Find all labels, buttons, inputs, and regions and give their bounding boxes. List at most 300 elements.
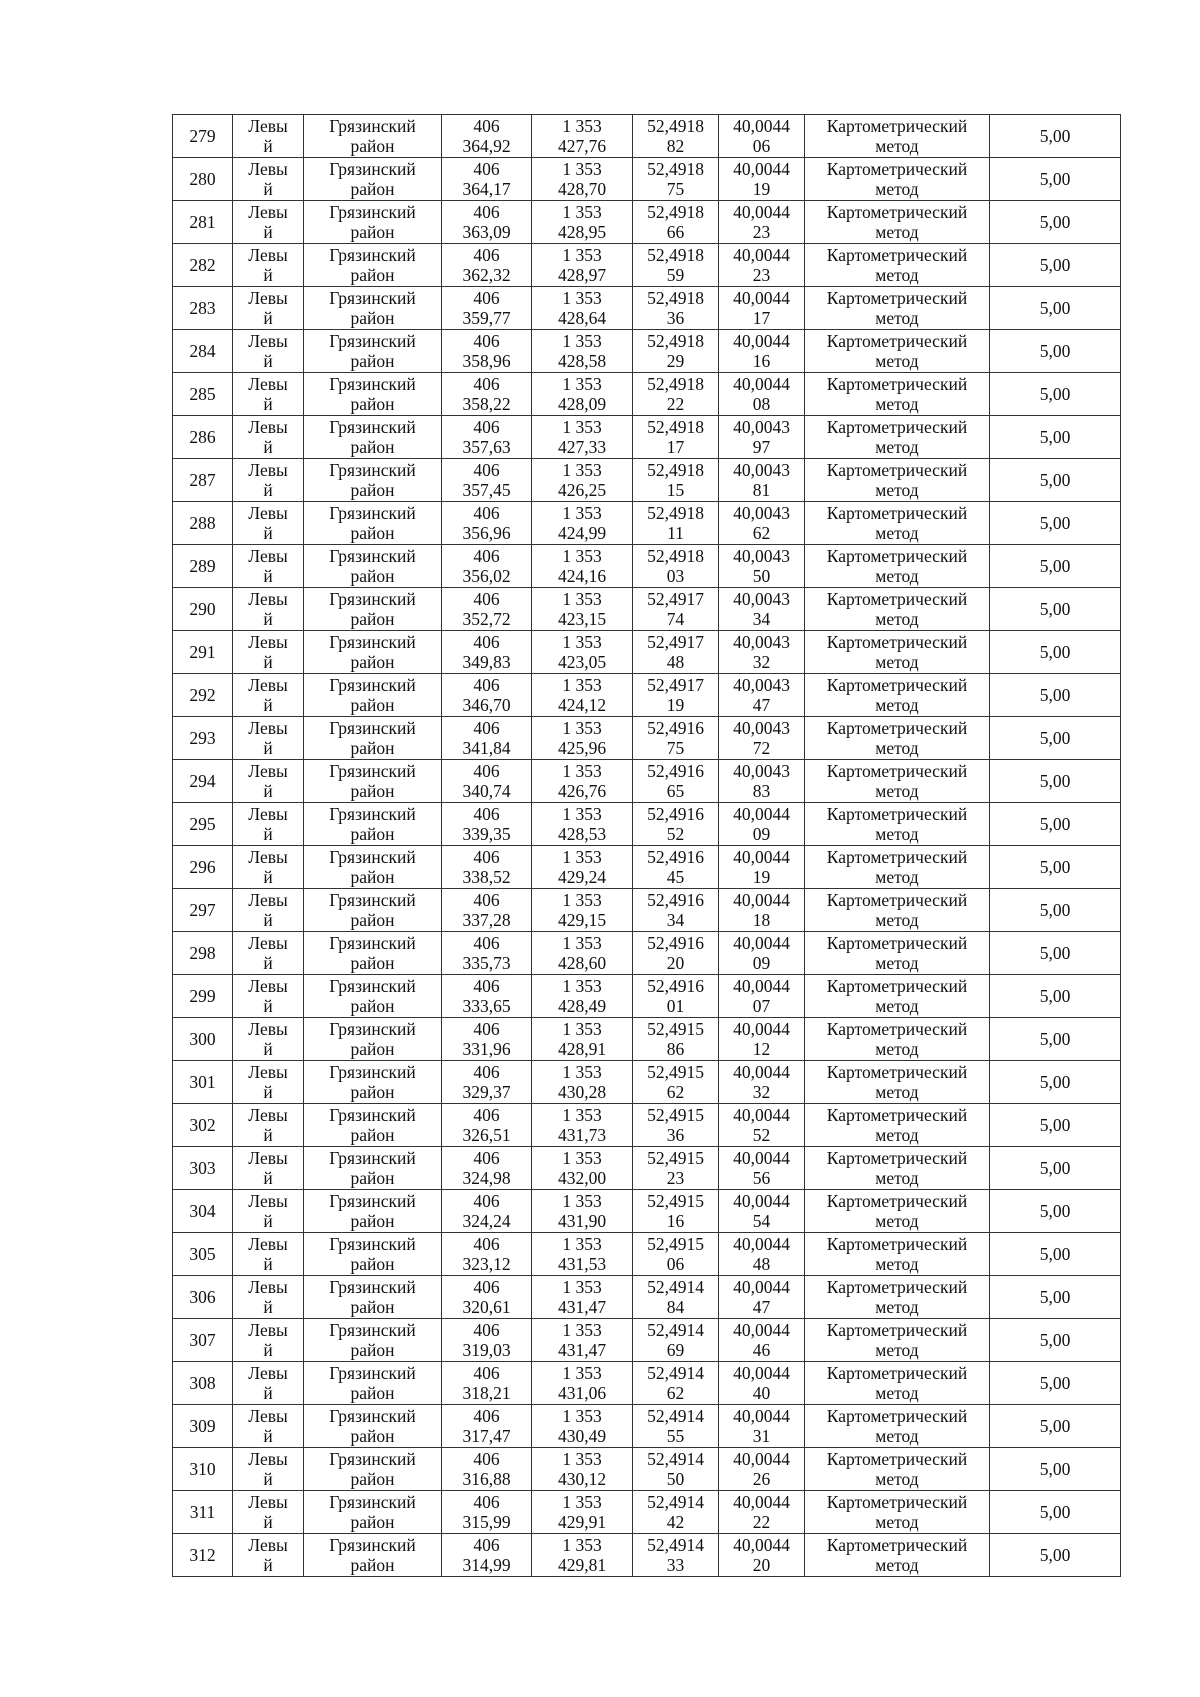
- table-row: [173, 330, 1121, 373]
- cell-text: 428,09: [557, 394, 607, 414]
- cell-text: Грязинский: [329, 804, 416, 824]
- table-row: [173, 760, 1121, 803]
- method-cell: [805, 631, 990, 674]
- cell-text: 56: [752, 1168, 771, 1188]
- district-cell: [304, 1147, 442, 1190]
- cell-text: 40,0043: [733, 632, 790, 652]
- cell-text: 406: [473, 1535, 500, 1555]
- cell-text: метод: [875, 265, 919, 285]
- cell-text: Картометрический: [826, 1277, 968, 1297]
- cell-text: 406: [473, 503, 500, 523]
- district-cell: [304, 1448, 442, 1491]
- cell-text: 406: [473, 1363, 500, 1383]
- method-cell: [805, 1061, 990, 1104]
- district-cell: [304, 115, 442, 158]
- cell-text: район: [350, 179, 395, 199]
- cell-text: 5,00: [1039, 556, 1071, 576]
- cell-text: й: [263, 1555, 273, 1575]
- district-cell: [304, 1276, 442, 1319]
- longitude-cell: [719, 717, 805, 760]
- table-row: [173, 1319, 1121, 1362]
- cell-text: Грязинский: [329, 245, 416, 265]
- cell-text: Картометрический: [826, 1492, 968, 1512]
- bank-side-cell: [233, 760, 304, 803]
- latitude-cell: [633, 373, 719, 416]
- cell-text: 305: [189, 1244, 216, 1264]
- cell-text: 5,00: [1039, 728, 1071, 748]
- cell-text: Грязинский: [329, 976, 416, 996]
- cell-text: район: [350, 1555, 395, 1575]
- cell-text: 362,32: [462, 265, 511, 285]
- cell-text: 312: [189, 1545, 216, 1565]
- cell-text: Картометрический: [826, 503, 968, 523]
- cell-text: 364,17: [462, 179, 511, 199]
- cell-text: 406: [473, 1320, 500, 1340]
- cell-text: Левы: [248, 718, 288, 738]
- cell-text: й: [263, 480, 273, 500]
- latitude-cell: [633, 760, 719, 803]
- point-number-cell: [173, 674, 233, 717]
- precision-cell: [990, 932, 1121, 975]
- cell-text: 40,0044: [733, 890, 790, 910]
- cell-text: 406: [473, 546, 500, 566]
- cell-text: 19: [666, 695, 685, 715]
- cell-text: Грязинский: [329, 288, 416, 308]
- cell-text: 22: [666, 394, 685, 414]
- cell-text: 52,4916: [647, 847, 704, 867]
- cell-text: й: [263, 265, 273, 285]
- table-row: [173, 1061, 1121, 1104]
- coord-x-cell: [442, 1534, 532, 1577]
- cell-text: 406: [473, 1406, 500, 1426]
- cell-text: 1 353: [562, 632, 602, 652]
- cell-text: Левы: [248, 589, 288, 609]
- cell-text: 66: [666, 222, 685, 242]
- cell-text: 09: [752, 953, 771, 973]
- district-cell: [304, 932, 442, 975]
- bank-side-cell: [233, 1233, 304, 1276]
- cell-text: 352,72: [462, 609, 511, 629]
- precision-cell: [990, 459, 1121, 502]
- bank-side-cell: [233, 330, 304, 373]
- cell-text: Грязинский: [329, 890, 416, 910]
- cell-text: Грязинский: [329, 331, 416, 351]
- precision-cell: [990, 502, 1121, 545]
- method-cell: [805, 1405, 990, 1448]
- coord-x-cell: [442, 244, 532, 287]
- cell-text: Грязинский: [329, 1535, 416, 1555]
- coord-x-cell: [442, 1405, 532, 1448]
- cell-text: район: [350, 1125, 395, 1145]
- method-cell: [805, 330, 990, 373]
- cell-text: 357,63: [462, 437, 511, 457]
- cell-text: метод: [875, 695, 919, 715]
- cell-text: 406: [473, 718, 500, 738]
- cell-text: 19: [752, 179, 771, 199]
- cell-text: 65: [666, 781, 685, 801]
- cell-text: район: [350, 1512, 395, 1532]
- table-row: [173, 631, 1121, 674]
- district-cell: [304, 1405, 442, 1448]
- cell-text: Левы: [248, 761, 288, 781]
- cell-text: Грязинский: [329, 546, 416, 566]
- cell-text: метод: [875, 351, 919, 371]
- coord-y-cell: [532, 1491, 633, 1534]
- cell-text: Картометрический: [826, 374, 968, 394]
- cell-text: 1 353: [562, 159, 602, 179]
- point-number-cell: [173, 846, 233, 889]
- cell-text: 36: [666, 308, 685, 328]
- precision-cell: [990, 674, 1121, 717]
- precision-cell: [990, 1147, 1121, 1190]
- cell-text: 52,4916: [647, 933, 704, 953]
- cell-text: 75: [666, 738, 685, 758]
- cell-text: Картометрический: [826, 761, 968, 781]
- method-cell: [805, 201, 990, 244]
- cell-text: район: [350, 781, 395, 801]
- bank-side-cell: [233, 545, 304, 588]
- cell-text: 324,98: [462, 1168, 511, 1188]
- cell-text: метод: [875, 1254, 919, 1274]
- district-cell: [304, 1233, 442, 1276]
- longitude-cell: [719, 674, 805, 717]
- coord-x-cell: [442, 373, 532, 416]
- cell-text: 5,00: [1039, 857, 1071, 877]
- cell-text: 429,91: [557, 1512, 607, 1532]
- cell-text: 406: [473, 159, 500, 179]
- cell-text: 1 353: [562, 1320, 602, 1340]
- cell-text: Левы: [248, 890, 288, 910]
- cell-text: 52,4918: [647, 460, 704, 480]
- cell-text: 23: [752, 222, 771, 242]
- coord-x-cell: [442, 760, 532, 803]
- cell-text: 306: [189, 1287, 216, 1307]
- cell-text: 281: [189, 212, 216, 232]
- coord-y-cell: [532, 459, 633, 502]
- cell-text: Левы: [248, 976, 288, 996]
- cell-text: 5,00: [1039, 255, 1071, 275]
- latitude-cell: [633, 287, 719, 330]
- district-cell: [304, 1104, 442, 1147]
- cell-text: Картометрический: [826, 933, 968, 953]
- longitude-cell: [719, 1276, 805, 1319]
- cell-text: Картометрический: [826, 1062, 968, 1082]
- cell-text: метод: [875, 1039, 919, 1059]
- precision-cell: [990, 115, 1121, 158]
- bank-side-cell: [233, 1534, 304, 1577]
- coord-y-cell: [532, 158, 633, 201]
- cell-text: 52,4918: [647, 202, 704, 222]
- longitude-cell: [719, 416, 805, 459]
- cell-text: 5,00: [1039, 169, 1071, 189]
- coord-y-cell: [532, 287, 633, 330]
- cell-text: 52,4915: [647, 1062, 704, 1082]
- coord-y-cell: [532, 330, 633, 373]
- cell-text: Картометрический: [826, 460, 968, 480]
- cell-text: Грязинский: [329, 503, 416, 523]
- cell-text: й: [263, 695, 273, 715]
- cell-text: 428,60: [557, 953, 607, 973]
- cell-text: 07: [752, 996, 771, 1016]
- cell-text: 46: [752, 1340, 771, 1360]
- method-cell: [805, 1276, 990, 1319]
- cell-text: 72: [752, 738, 771, 758]
- table-row: [173, 846, 1121, 889]
- cell-text: 5,00: [1039, 298, 1071, 318]
- cell-text: й: [263, 738, 273, 758]
- cell-text: 40,0044: [733, 1363, 790, 1383]
- coord-x-cell: [442, 158, 532, 201]
- cell-text: 29: [666, 351, 685, 371]
- cell-text: 52,4915: [647, 1019, 704, 1039]
- cell-text: Грязинский: [329, 761, 416, 781]
- bank-side-cell: [233, 717, 304, 760]
- bank-side-cell: [233, 1319, 304, 1362]
- cell-text: 428,97: [557, 265, 607, 285]
- bank-side-cell: [233, 932, 304, 975]
- table-row: [173, 1491, 1121, 1534]
- cell-text: 52,4914: [647, 1492, 704, 1512]
- latitude-cell: [633, 674, 719, 717]
- cell-text: 42: [666, 1512, 685, 1532]
- table-row: [173, 674, 1121, 717]
- cell-text: й: [263, 566, 273, 586]
- cell-text: Левы: [248, 1492, 288, 1512]
- cell-text: метод: [875, 652, 919, 672]
- cell-text: 1 353: [562, 1363, 602, 1383]
- longitude-cell: [719, 1319, 805, 1362]
- method-cell: [805, 1362, 990, 1405]
- cell-text: 406: [473, 1234, 500, 1254]
- cell-text: 1 353: [562, 374, 602, 394]
- bank-side-cell: [233, 1147, 304, 1190]
- point-number-cell: [173, 631, 233, 674]
- table-row: [173, 803, 1121, 846]
- cell-text: 40,0044: [733, 1320, 790, 1340]
- cell-text: 1 353: [562, 460, 602, 480]
- coord-x-cell: [442, 975, 532, 1018]
- cell-text: Грязинский: [329, 1277, 416, 1297]
- cell-text: 1 353: [562, 245, 602, 265]
- cell-text: 431,47: [557, 1340, 607, 1360]
- table-row: [173, 717, 1121, 760]
- latitude-cell: [633, 631, 719, 674]
- cell-text: 48: [666, 652, 685, 672]
- cell-text: 40,0044: [733, 847, 790, 867]
- cell-text: й: [263, 1168, 273, 1188]
- cell-text: район: [350, 996, 395, 1016]
- table-row: [173, 1147, 1121, 1190]
- cell-text: 431,73: [557, 1125, 607, 1145]
- coord-x-cell: [442, 674, 532, 717]
- cell-text: 5,00: [1039, 1244, 1071, 1264]
- cell-text: 5,00: [1039, 986, 1071, 1006]
- cell-text: 425,96: [557, 738, 607, 758]
- cell-text: 40,0043: [733, 675, 790, 695]
- cell-text: метод: [875, 1555, 919, 1575]
- cell-text: 406: [473, 202, 500, 222]
- cell-text: Картометрический: [826, 245, 968, 265]
- cell-text: й: [263, 1125, 273, 1145]
- precision-cell: [990, 1190, 1121, 1233]
- bank-side-cell: [233, 1491, 304, 1534]
- longitude-cell: [719, 889, 805, 932]
- cell-text: метод: [875, 1383, 919, 1403]
- bank-side-cell: [233, 459, 304, 502]
- cell-text: 5,00: [1039, 1029, 1071, 1049]
- cell-text: 427,33: [557, 437, 607, 457]
- cell-text: 298: [189, 943, 216, 963]
- cell-text: 52,4915: [647, 1148, 704, 1168]
- latitude-cell: [633, 846, 719, 889]
- cell-text: 1 353: [562, 1105, 602, 1125]
- cell-text: район: [350, 1254, 395, 1274]
- cell-text: район: [350, 1297, 395, 1317]
- cell-text: 52,4915: [647, 1234, 704, 1254]
- bank-side-cell: [233, 1405, 304, 1448]
- cell-text: 47: [752, 1297, 771, 1317]
- cell-text: 406: [473, 804, 500, 824]
- district-cell: [304, 330, 442, 373]
- cell-text: 428,95: [557, 222, 607, 242]
- method-cell: [805, 717, 990, 760]
- cell-text: метод: [875, 1082, 919, 1102]
- cell-text: 406: [473, 374, 500, 394]
- cell-text: 290: [189, 599, 216, 619]
- table-row: [173, 1018, 1121, 1061]
- point-number-cell: [173, 502, 233, 545]
- latitude-cell: [633, 1190, 719, 1233]
- cell-text: район: [350, 480, 395, 500]
- longitude-cell: [719, 631, 805, 674]
- cell-text: 1 353: [562, 288, 602, 308]
- cell-text: 40,0044: [733, 1191, 790, 1211]
- cell-text: 423,15: [557, 609, 607, 629]
- cell-text: 429,24: [557, 867, 607, 887]
- cell-text: 349,83: [462, 652, 511, 672]
- precision-cell: [990, 1405, 1121, 1448]
- coord-x-cell: [442, 1104, 532, 1147]
- coord-x-cell: [442, 1448, 532, 1491]
- coord-x-cell: [442, 588, 532, 631]
- cell-text: 1 353: [562, 589, 602, 609]
- precision-cell: [990, 416, 1121, 459]
- cell-text: 1 353: [562, 331, 602, 351]
- cell-text: Грязинский: [329, 1148, 416, 1168]
- cell-text: 40,0044: [733, 1062, 790, 1082]
- cell-text: Грязинский: [329, 933, 416, 953]
- cell-text: 340,74: [462, 781, 511, 801]
- cell-text: 52,4914: [647, 1449, 704, 1469]
- table-row: [173, 1276, 1121, 1319]
- cell-text: 307: [189, 1330, 216, 1350]
- cell-text: 1 353: [562, 1277, 602, 1297]
- latitude-cell: [633, 717, 719, 760]
- cell-text: метод: [875, 1125, 919, 1145]
- cell-text: 357,45: [462, 480, 511, 500]
- cell-text: Левы: [248, 1277, 288, 1297]
- cell-text: 40,0044: [733, 202, 790, 222]
- cell-text: район: [350, 136, 395, 156]
- cell-text: й: [263, 437, 273, 457]
- cell-text: 40,0043: [733, 460, 790, 480]
- table-row: [173, 502, 1121, 545]
- cell-text: 52: [666, 824, 685, 844]
- cell-text: 40,0044: [733, 1535, 790, 1555]
- coord-y-cell: [532, 803, 633, 846]
- cell-text: 300: [189, 1029, 216, 1049]
- method-cell: [805, 846, 990, 889]
- cell-text: 40,0044: [733, 1019, 790, 1039]
- cell-text: 40,0044: [733, 1492, 790, 1512]
- cell-text: 314,99: [462, 1555, 511, 1575]
- cell-text: Картометрический: [826, 847, 968, 867]
- cell-text: 62: [666, 1383, 685, 1403]
- coord-x-cell: [442, 115, 532, 158]
- bank-side-cell: [233, 244, 304, 287]
- longitude-cell: [719, 244, 805, 287]
- table-row: [173, 889, 1121, 932]
- precision-cell: [990, 1018, 1121, 1061]
- cell-text: й: [263, 1254, 273, 1274]
- cell-text: й: [263, 953, 273, 973]
- precision-cell: [990, 803, 1121, 846]
- cell-text: метод: [875, 781, 919, 801]
- cell-text: 1 353: [562, 675, 602, 695]
- cell-text: й: [263, 1512, 273, 1532]
- cell-text: 36: [666, 1125, 685, 1145]
- coord-x-cell: [442, 201, 532, 244]
- cell-text: 5,00: [1039, 900, 1071, 920]
- cell-text: 295: [189, 814, 216, 834]
- cell-text: 431,47: [557, 1297, 607, 1317]
- cell-text: 406: [473, 1019, 500, 1039]
- cell-text: Грязинский: [329, 1449, 416, 1469]
- cell-text: й: [263, 308, 273, 328]
- cell-text: 62: [666, 1082, 685, 1102]
- point-number-cell: [173, 115, 233, 158]
- precision-cell: [990, 244, 1121, 287]
- cell-text: метод: [875, 1168, 919, 1188]
- cell-text: 20: [752, 1555, 771, 1575]
- cell-text: Левы: [248, 202, 288, 222]
- cell-text: 406: [473, 1062, 500, 1082]
- cell-text: 326,51: [462, 1125, 511, 1145]
- cell-text: 317,47: [462, 1426, 511, 1446]
- cell-text: Картометрический: [826, 1363, 968, 1383]
- cell-text: 309: [189, 1416, 216, 1436]
- cell-text: 52,4917: [647, 675, 704, 695]
- cell-text: 338,52: [462, 867, 511, 887]
- table-row: [173, 1448, 1121, 1491]
- cell-text: метод: [875, 566, 919, 586]
- cell-text: Левы: [248, 417, 288, 437]
- method-cell: [805, 373, 990, 416]
- cell-text: район: [350, 953, 395, 973]
- coord-x-cell: [442, 889, 532, 932]
- cell-text: 280: [189, 169, 216, 189]
- cell-text: метод: [875, 953, 919, 973]
- cell-text: 40,0044: [733, 116, 790, 136]
- cell-text: 320,61: [462, 1297, 511, 1317]
- point-number-cell: [173, 1491, 233, 1534]
- cell-text: Грязинский: [329, 1363, 416, 1383]
- cell-text: й: [263, 136, 273, 156]
- cell-text: 1 353: [562, 417, 602, 437]
- cell-text: 23: [666, 1168, 685, 1188]
- cell-text: 429,81: [557, 1555, 607, 1575]
- cell-text: 311: [189, 1502, 216, 1522]
